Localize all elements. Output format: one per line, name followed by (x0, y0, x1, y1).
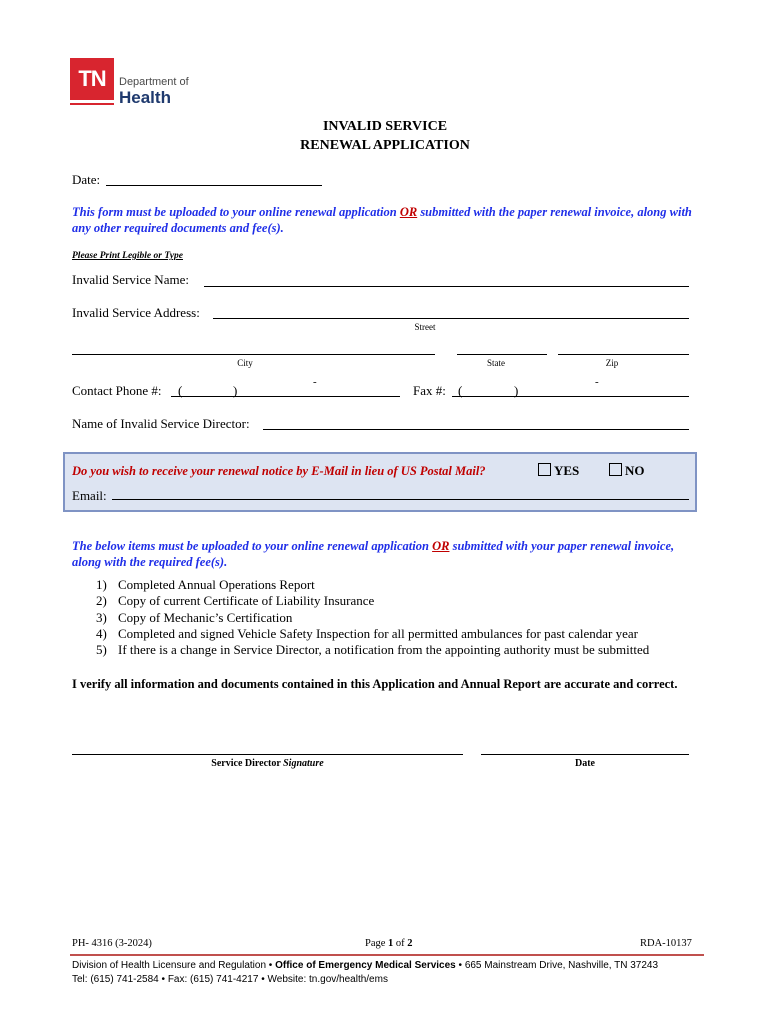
form-title-line1: INVALID SERVICE (322, 119, 448, 134)
yes-option[interactable] (538, 463, 579, 479)
fax-dash: - (595, 376, 599, 388)
required-items-note (72, 538, 702, 570)
footer-address: 665 Mainstream Drive, Nashville, TN 37243 (464, 960, 659, 971)
instruction-text-2: submitted with the paper renewal invoice, along with any other required documents and fee(s). (72, 205, 692, 235)
no-option[interactable] (609, 463, 645, 479)
tn-logo-mark: TN (70, 58, 114, 100)
footer-fax: Fax: (615) 741-4217 (167, 974, 259, 985)
upload-note-text-2: submitted with your paper renewal invoice, along with the required fee(s). (72, 539, 675, 569)
email-preference-box (63, 452, 697, 512)
signature-caption-italic: Signature (283, 758, 324, 769)
state-caption: State (487, 358, 505, 368)
signature-caption-text: Service Director (211, 758, 284, 769)
list-item (72, 626, 649, 642)
contact-phone-label: Contact Phone #: (72, 383, 162, 398)
contact-phone-field[interactable] (171, 396, 400, 397)
email-question: Do you wish to receive your renewal notice by E-Mail in lieu of US Postal Mail? (72, 464, 486, 478)
signature-date-caption: Date (575, 758, 595, 769)
footer-website[interactable]: Website: tn.gov/health/ems (267, 974, 388, 985)
phone-paren-open: ( (178, 383, 183, 398)
required-items-list (72, 577, 649, 658)
item-number: 5) (96, 642, 107, 658)
fax-paren-close: ) (514, 383, 519, 398)
item-text: Completed Annual Operations Report (118, 577, 315, 592)
service-address-label: Invalid Service Address: (72, 305, 200, 320)
footer-tel: Tel: (615) 741-2584 (72, 974, 159, 985)
print-note: Please Print Legible or Type (72, 251, 183, 261)
footer-bullet: • (268, 960, 273, 971)
director-name-field[interactable] (263, 429, 689, 430)
zip-caption: Zip (605, 358, 619, 368)
signature-caption (72, 758, 463, 769)
no-label: NO (625, 463, 645, 478)
signature-date-field[interactable] (481, 754, 689, 755)
city-caption: City (237, 358, 253, 368)
instruction-text-1: This form must be uploaded to your online renewal application (72, 205, 400, 219)
email-label: Email: (72, 488, 107, 503)
page-number: 1 (388, 938, 394, 949)
item-number: 2) (96, 593, 107, 609)
form-title-line2: RENEWAL APPLICATION (300, 138, 470, 153)
list-item (72, 593, 649, 609)
logo-department-text: Department of (119, 76, 189, 88)
no-checkbox[interactable] (609, 463, 622, 476)
form-number: PH- 4316 (3-2024) (72, 938, 152, 949)
item-number: 1) (96, 577, 107, 592)
upload-instruction (72, 204, 702, 236)
logo-health-text: Health (119, 88, 171, 107)
service-name-field[interactable] (204, 286, 689, 287)
state-field[interactable] (457, 354, 547, 355)
logo-strip (70, 103, 114, 105)
service-name-label: Invalid Service Name: (72, 272, 189, 287)
date-label: Date: (72, 172, 101, 187)
footer-divider (70, 954, 704, 956)
verification-statement: I verify all information and documents contained in this Application and Annual Report are accurate and correct. (72, 677, 678, 691)
item-number: 4) (96, 625, 107, 641)
item-text: If there is a change in Service Director, a notification from the appointing authority must be submitted (118, 642, 650, 658)
page-prefix: Page (365, 938, 389, 949)
signature-field[interactable] (72, 754, 463, 755)
list-item (72, 642, 649, 658)
footer-division: Division of Health Licensure and Regulation (72, 960, 267, 971)
street-caption: Street (414, 322, 436, 332)
footer-bullet: • (161, 974, 166, 985)
phone-paren-close: ) (233, 383, 238, 398)
email-field[interactable] (112, 499, 689, 500)
page-total: 2 (407, 938, 413, 949)
footer-line-1 (72, 960, 658, 971)
item-text: Copy of current Certificate of Liability Insurance (118, 593, 375, 609)
director-name-label: Name of Invalid Service Director: (72, 416, 250, 431)
city-field[interactable] (72, 354, 435, 355)
page-indicator (365, 938, 413, 949)
footer-bullet: • (261, 974, 265, 985)
upload-note-text-1: The below items must be uploaded to your online renewal application (72, 539, 433, 553)
upload-note-or: OR (432, 539, 450, 553)
fax-label: Fax #: (413, 383, 446, 398)
fax-field[interactable] (452, 396, 689, 397)
item-text: Copy of Mechanic’s Certification (118, 609, 293, 625)
list-item (72, 577, 649, 593)
phone-dash: - (313, 376, 317, 388)
zip-field[interactable] (558, 354, 689, 355)
footer-office: Office of Emergency Medical Services (275, 960, 456, 971)
yes-checkbox[interactable] (538, 463, 551, 476)
date-field[interactable] (106, 185, 322, 186)
list-item (72, 610, 649, 626)
rda-number: RDA-10137 (640, 938, 692, 949)
item-text: Completed and signed Vehicle Safety Inspection for all permitted ambulances for past calendar year (118, 625, 638, 641)
page-of: of (393, 938, 408, 949)
instruction-or: OR (399, 205, 418, 219)
footer-line-2 (72, 974, 388, 985)
item-number: 3) (96, 609, 107, 625)
footer-bullet: • (458, 960, 463, 971)
fax-paren-open: ( (458, 383, 463, 398)
street-field[interactable] (213, 318, 689, 319)
yes-label: YES (554, 463, 580, 478)
